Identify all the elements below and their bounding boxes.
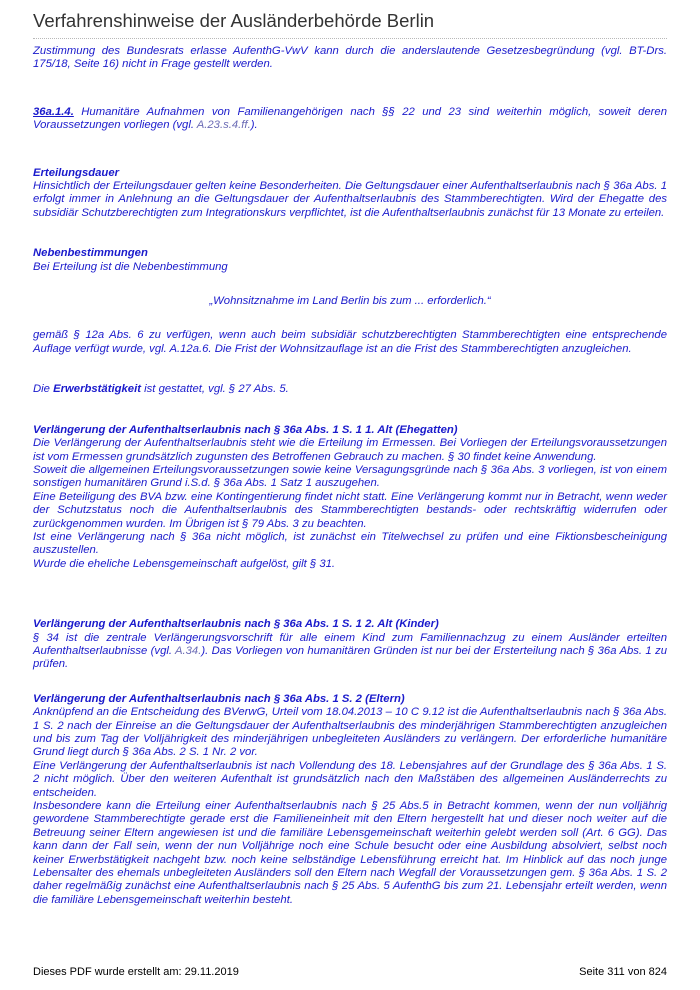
paragraph-nebenbestimmungen-after: gemäß § 12a Abs. 6 zu verfügen, wenn auch beim subsidiär schutzberechtigten Stammberechtigten eine entsprechende Auflage verfügt wurde, vgl. A.12a.6. Die Frist der Wohnsitzauflage ist an die Frist des Stammberechtigten anzugleichen. [33,329,667,355]
heading-nebenbestimmungen: Nebenbestimmungen [33,247,148,260]
link-a34[interactable]: A.34. [174,644,202,657]
page-header-title: Verfahrenshinweise der Ausländerbehörde Berlin [33,10,667,39]
paragraph-eltern-3: Insbesondere kann die Erteilung einer Aufenthaltserlaubnis nach § 25 Abs.5 in Betracht kommen, wenn der nun volljährig gewordene Stammberechtigte gerade erst die Familieneinheit mit den Eltern hergestellt hat und dieser noch weiter auf die Betreuung seiner Eltern angewiesen ist und die familiäre Lebensgemeinschaft weiterhin gelebt werden soll (Art. 6 GG). Das kann dann der Fall sein, wenn der nun Volljährige noch eine Schule besucht oder eine Ausbildung absolviert, selbst noch keiner Erwerbstätigkeit nachgeht bzw. noch keine selbständige Lebensführung erreicht hat. Im Hinblick auf das noch junge Lebensalter des ehemals unbegleiteten Ausländers soll den Eltern nach Wegfall der Voraussetzungen gem. § 36a Abs. 1 S. 2 daher regelmäßig zunächst eine Aufenthaltserlaubnis nach § 25 Abs. 5 AufenthG bis zum 21. Lebensjahr erteilt werden, wenn die familiäre Lebensgemeinschaft weiterhin besteht. [33,800,667,906]
paragraph-nebenbestimmungen-intro: Bei Erteilung ist die Nebenbestimmung [33,260,228,273]
page-footer [33,966,667,978]
paragraph-erwerbstaetigkeit: Die Erwerbstätigkeit ist gestattet, vgl. § 27 Abs. 5. [33,383,289,396]
paragraph-bundesrat: Zustimmung des Bundesrats erlasse AufenthG-VwV kann durch die anderslautende Gesetzesbegründung (vgl. BT-Drs. 175/18, Seite 16) nicht in Frage gestellt werden. [33,45,667,71]
heading-kinder: Verlängerung der Aufenthaltserlaubnis nach § 36a Abs. 1 S. 1 2. Alt (Kinder) [33,618,439,631]
paragraph-erteilungsdauer: Hinsichtlich der Erteilungsdauer gelten keine Besonderheiten. Die Geltungsdauer einer Aufenthaltserlaubnis nach § 36a Abs. 1 erfolgt immer in Anlehnung an die Geltungsdauer der Aufenthaltserlaubnis des Stammberechtigten. Wird der Ehegatte des subsidiär Schutzberechtigten zum Integrationskurs verpflichtet, ist die Aufenthaltserlaubnis zunächst für 13 Monate zu erteilen. [33,180,667,219]
heading-ehegatten: Verlängerung der Aufenthaltserlaubnis nach § 36a Abs. 1 S. 1 1. Alt (Ehegatten) [33,423,458,436]
section-number-36a-1-4[interactable]: 36a.1.4. [33,105,74,118]
footer-page-number: Seite 311 von 824 [579,966,667,978]
link-a23[interactable]: A.23.s.4.ff. [196,119,251,132]
paragraph-ehegatten-3: Eine Beteiligung des BVA bzw. eine Kontingentierung findet nicht statt. Eine Verlängerung kommt nur in Betracht, wenn weder der Schutzstatus noch die Aufenthaltserlaubnis des Stammberechtigten bestands- oder rechtskräftig widerrufen oder zurückgenommen wurden. Im Übrigen ist § 79 Abs. 3 zu beachten. [33,490,667,530]
paragraph-ehegatten-5: Wurde die eheliche Lebensgemeinschaft aufgelöst, gilt § 31. [33,557,336,570]
paragraph-ehegatten-2: Soweit die allgemeinen Erteilungsvoraussetzungen sowie keine Versagungsgründe nach § 36a Abs. 3 vorliegen, ist von einem sonstigen humanitären Grund i.S.d. § 36a Abs. 1 Satz 1 auszugehen. [33,463,667,490]
paragraph-eltern-2: Eine Verlängerung der Aufenthaltserlaubnis ist nach Vollendung des 18. Lebensjahres auf der Grundlage des § 36a Abs. 1 S. 2 nicht möglich. Über den weiteren Aufenthalt ist grundsätzlich nach den Maßstäben des allgemeinen Ausländerrechts zu entscheiden. [33,759,667,799]
paragraph-36a-1-4: 36a.1.4. Humanitäre Aufnahmen von Familienangehörigen nach §§ 22 und 23 sind weiterhin möglich, soweit deren Voraussetzungen vorliegen (vgl. A.23.s.4.ff.). [33,105,667,132]
footer-created-date: Dieses PDF wurde erstellt am: 29.11.2019 [33,966,239,978]
heading-erteilungsdauer: Erteilungsdauer [33,166,120,179]
quote-wohnsitznahme: „Wohnsitznahme im Land Berlin bis zum ... erforderlich.“ [209,295,491,308]
heading-eltern: Verlängerung der Aufenthaltserlaubnis nach § 36a Abs. 1 S. 2 (Eltern) [33,692,405,705]
paragraph-kinder: § 34 ist die zentrale Verlängerungsvorschrift für alle einem Kind zum Familiennachzug zu einem Ausländer erteilten Aufenthaltserlaubnisse (vgl. A.34.). Das Vorliegen von humanitären Gründen ist nur bei der Ersterteilung nach § 36a Abs. 1 zu prüfen. [33,631,667,671]
paragraph-ehegatten-1: Die Verlängerung der Aufenthaltserlaubnis steht wie die Erteilung im Ermessen. Bei Vorliegen der Erteilungsvoraussetzungen ist vom Ermessen grundsätzlich zugunsten des Betroffenen Gebrauch zu machen. § 30 findet keine Anwendung. [33,437,667,463]
paragraph-ehegatten-4: Ist eine Verlängerung nach § 36a nicht möglich, ist zunächst ein Titelwechsel zu prüfen und eine Fiktionsbescheinigung auszustellen. [33,530,667,557]
paragraph-eltern-1: Anknüpfend an die Entscheidung des BVerwG, Urteil vom 18.04.2013 – 10 C 9.12 ist die Aufenthaltserlaubnis nach § 36a Abs. 1 S. 2 nach der Einreise an die Geltungsdauer der Aufenthaltserlaubnis des minderjährigen Stammberechtigten anzugleichen und bis zum Tag der Volljährigkeit des minderjährigen unbegleiteten Ausländers zu verlängern. Der erforderliche humanitäre Grund liegt durch § 36a Abs. 2 S. 1 Nr. 2 vor. [33,706,667,759]
document-body [33,45,667,907]
